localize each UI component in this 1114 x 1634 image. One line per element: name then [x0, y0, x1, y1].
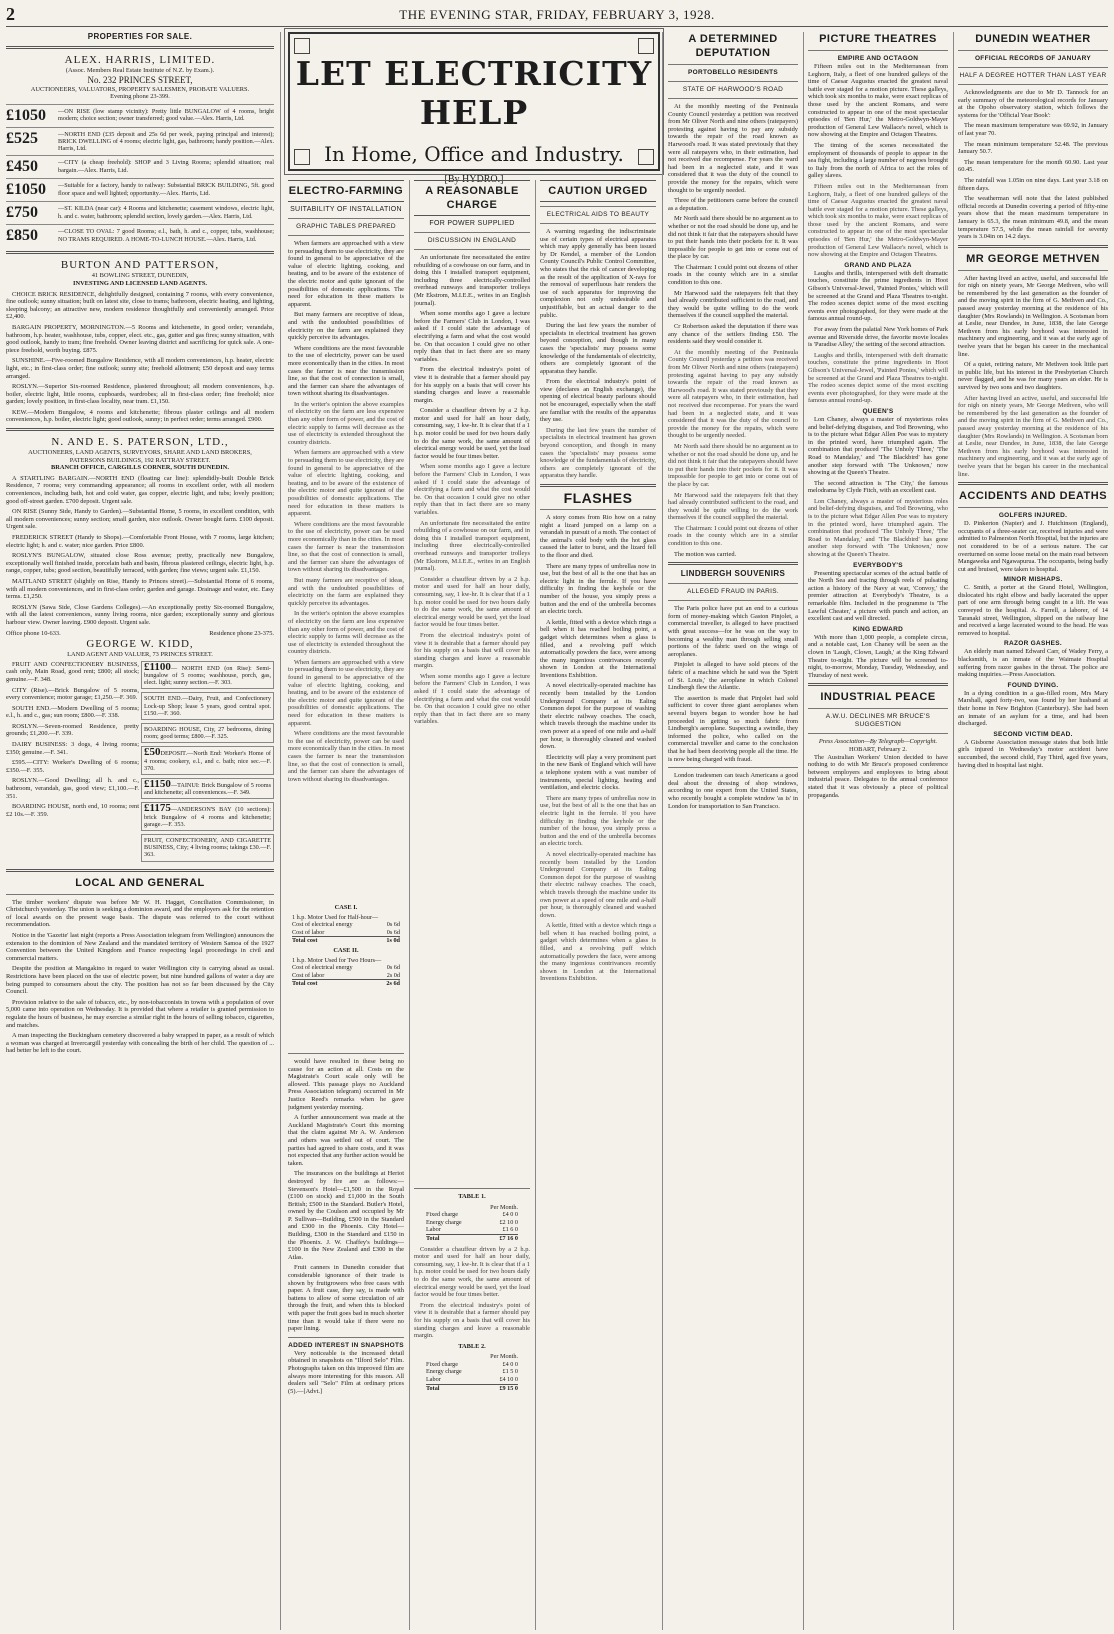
article-paragraph: At the monthly meeting of the Peninsula County Council yesterday a petition was received from Mr Oliver North and nine others (ratepayers) protesting against having to pay any subsidy towards the repair of the road known as Harwood's road. It was stated previously that they were all ratepayers who, in their estimation, had not received due recompense. For years the ward had been in a neglected state, and it was considered that it was the duty of the council to provide the money for the repairs, which were thought to be urgently needed. [668, 348, 798, 440]
article-headline [414, 180, 530, 216]
section-heading: FLASHES [563, 490, 633, 506]
paterson-listings [6, 475, 274, 627]
table-row: Total £9 15 0 [426, 1384, 518, 1392]
table-row: Total cost 1s 0d [292, 937, 400, 945]
listing: £850 —CLOSE TO OVAL: 7 good Rooms; e.l., bath, h. and c., copper, tubs, washhouse; NO TRAMS REQUIRED. A HOME-TO-LUNCH HOUSE.—Alex. Harris, Ltd. [6, 224, 274, 247]
charge-tables [414, 1184, 530, 1630]
article-paragraph: A novel electrically-operated machine has recently been installed by the London Underground Company at its Ealing Common depot for the purpose of washing their electric railway coaches. The coach, which travels through the machine under its own power at a speed of one mile and a-half per hour, is thoroughly cleaned and washed down. [540, 850, 656, 919]
article-paragraph: The motion was carried. [674, 550, 737, 558]
article-paragraph: The timing of the scenes necessitated the employment of thousands of people to appear in the sea fight, including a large number of negroes brought to Italy from the north of Africa to act the roles of galley slaves. [808, 141, 948, 180]
article-paragraph: A story comes from Rio how on a rainy night a lizard jumped on a lamp on a verandah in pursuit of a moth. The contact of the animal's cold body with the hot glass caused the latter to burst, and the lizard fell to the floor and died. [540, 514, 656, 559]
article-paragraph: An unfortunate fire necessitated the entire rebuilding of a cowhouse on our farm, and in doing this I installed transport equipment, including three electrically-controlled overhead runways and transporter trolleys (Mr Ekstrom, M.I.E.E., writes in an English journal). [414, 254, 530, 307]
article-paragraph: Mr Harwood said the ratepayers felt that they had already contributed sufficient to the road, and they would be quite willing to do the work themselves if the council supplied the material. [668, 491, 798, 522]
article-paragraph: When some months ago I gave a lecture before the Farmers' Club in London, I was asked if I could state the advantage of electrifying a farm and what the cost would be. On that occasion I could give no other reply than that in fact there are so many variables. [414, 672, 530, 726]
firm-address: 41 BOWLING STREET, DUNEDIN, [91, 272, 189, 280]
weather-column [958, 32, 1108, 1630]
firm-name: GEORGE W. KIDD, [86, 638, 194, 651]
section-heading: ACCIDENTS AND DEATHS [958, 490, 1108, 503]
properties-column [6, 32, 274, 1630]
article-subtitle: GRAND AND PLAZA [844, 261, 912, 269]
table-title: TABLE 2. [458, 1342, 486, 1350]
article-paragraph: From the electrical industry's point of view it is desirable that a farmer should pay for his supply on a basis that will cover his standing charges and leave a reasonable margin. [414, 1301, 530, 1340]
listing: FREDERICK STREET (Handy to Shops).—Comfortable Front House, with 7 rooms, large kitchen; electric light; h. and c. water; nice garden. Price £800. [6, 534, 274, 549]
article-paragraph: Electricity will play a very prominent part in the new Bank of England which will have a telephone system with a vast number of instruments, special lighting, heating and ventilation, and electric clocks. [540, 753, 656, 792]
table-row: 1 h.p. Motor Used for Half-hour— [292, 913, 379, 921]
article-paragraph: But many farmers are receptive of ideas, and with the undoubted possibilities of electricity on the farm are explained they quickly perceive its advantages. [288, 576, 404, 607]
banner-byline: [By HYDRO.] [444, 174, 504, 185]
article-paragraph: With more than 1,000 people, a complete circus, and a notable cast, Lon Chaney will be seen as the clown in 'Laugh, Clown, Laugh,' at the King Edward Theatre to-night. The picture will be screened to-night, to-morrow, Monday, Tuesday, Wednesday, and Thursday of next week. [808, 633, 948, 679]
article-paragraph: In the writer's opinion the above examples of electricity on the farm are less expensive than any other form of power, and the cost of electric supply to farms will decrease as the use of electricity is extended throughout the country districts. [288, 610, 404, 656]
article-paragraph: A Gisborne Association message states that both little girls injured in Wednesday's motor accident have succumbed, the second child, Fay Third, aged five years, having died in hospital last night. [958, 738, 1108, 769]
masthead [6, 4, 1108, 27]
listing: DAIRY BUSINESS: 3 dogs, 4 living rooms; £350; genuine.—F. 341. [6, 741, 139, 756]
news-paragraph: Provision relative to the sale of tobacco, etc., by non-tobacconists in towns with a population of over 5,000 came into operation on Wednesday. It is provided that where a retailer is granted permission to regulate the hours of business, he may exercise a similar right in the hours of selling tobacco, cigarettes, and matches. [6, 998, 274, 1029]
listing: BOARDING HOUSE, north end, 10 rooms; rent £2 10s.—F. 359. [6, 803, 139, 818]
section-heading: LOCAL AND GENERAL [75, 876, 205, 889]
article-paragraph: A warning regarding the indiscriminate use of certain types of electrical apparatus which may apply generally has been issued by Dr Kendel, a member of the London County Council's Public Control Committee, who states that the risk of cancer developing as the result of the application of X-rays for the removal of superfluous hair renders the use of such apparatus for improving the complexion not only undesirable and unjustifiable, but an actual danger to the public. [540, 228, 656, 319]
firm-trades: INVESTING AND LICENSED LAND AGENTS. [72, 279, 208, 287]
article-paragraph: When some months ago I gave a lecture before the Farmers' Club in London, I was asked if I could state the advantage of electrifying a farm and what the cost would be. On that occasion I could give no other reply than that in fact there are so many variables. [414, 310, 530, 363]
listing: A STARTLING BARGAIN.—NORTH END (floating car line): splendidly-built Double Brick Residence, 7 rooms; very commanding appearance; all rooms in excellent order, with all modern conveniences, including bath, hot and cold water, gas copper, electric light, and tubs; lovely position; good off-street garden. £700 deposit. Urgent sale. [6, 474, 274, 505]
article-paragraph: When farmers are approached with a view to persuading them to use electricity, they are found in general to be appreciative of the value of electric lighting, cooking, and heating, and to be aware of the existence of the electric motor and quite ignorant of the possibilities of domestic applications. The need for education in these matters is apparent. [288, 658, 404, 727]
firm-address: No. 232 PRINCES STREET, [87, 74, 193, 85]
table-row: Fixed charge £4 0 0 [426, 1360, 518, 1368]
article-subtitle: RAZOR GASHES. [1003, 640, 1063, 648]
listing: CITY (Rise).—Brick Bungalow of 5 rooms, every convenience; motor garage; £1,250.—F. 369. [6, 686, 139, 702]
article-paragraph: There are many types of umbrellas now in use, but the best of all is the one that has an electric light in the ferrule. If you have difficulty in finding the keyhole or the number of the house, you simply press a button and the end of the umbrella becomes an electric torch. [540, 794, 656, 848]
section-heading: LINDBERGH SOUVENIRS [680, 569, 786, 579]
article-subtitle: ELECTRICAL AIDS TO BEAUTY [546, 211, 650, 218]
article-paragraph: London tradesmen can teach Americans a good deal about the dressing of shop windows, according to one expert from the United States, who recently bought a complete window 'as is' in London for transportation to San Francisco. [668, 772, 798, 810]
article-paragraph: After having lived an active, useful, and successful life for nigh on ninety years, Mr George Methven, who will be remembered by the last generation as the founder of and the moving spirit in the firm of G. Methven and Co., passed away yesterday morning at the residence of his daughter (Mrs Rowlands) in Wellington. A Scotsman born at Leslie, near Dundee, in June, 1838, the late George Methven from his early boyhood was interested in machinery and engineering, and it was at the early age of twelve years that he began his career in the mechanical line. [958, 394, 1108, 478]
listing: £450 —CITY (a cheap freehold): SHOP and 3 Living Rooms; splendid situation; real bargain.—Alex. Harris, Ltd. [6, 155, 274, 178]
theatres-column [808, 32, 948, 1630]
article-paragraph: C. Smith, a porter at the Grand Hotel, Wellington, dislocated his right elbow and badly lacerated the upper part of one arm through being caught in a lift. He was conveyed to the hospital. A. Farrell, a laborer, of 14 Taranaki street, Wellington, slipped on the railway line and received a large lacerated wound to the head. He was removed to hospital. [958, 584, 1108, 637]
article-paragraph: Consider a chauffeur driven by a 2 h.p. motor and used for half an hour daily, consuming, say, 1 kw-hr. It is clear that if a 1 h.p. motor could be used for two hours daily to do the same work, the same amount of electrical energy would be used, yet the load factor would be four times better. [414, 407, 530, 460]
listing: SOUTH END.—Modern Dwelling of 5 rooms; e.l., h. and c., gas; sun room; £800.—F. 338. [6, 704, 139, 720]
cost-table [426, 1204, 518, 1243]
caution-column [540, 180, 656, 1630]
table-row: Cost of labor 0s 6d [292, 928, 400, 936]
harris-listings [6, 104, 274, 248]
article-subtitle: GRAPHIC TABLES PREPARED [296, 223, 396, 230]
firm-assoc: (Assoc. Members Real Estate Institute of N.Z. by Exam.). [65, 67, 215, 74]
listing: £50DEPOSIT.—North End: Worker's Home of 4 rooms; cookery, e.l., and c. bath; nice sec.—F. 370. [141, 746, 274, 775]
deputation-column [668, 32, 798, 1630]
article-title: ELECTRO-FARMING [288, 185, 404, 197]
news-paragraph: The insurances on the buildings at Heriot destroyed by fire are as follows:—Stevenson's Hotel—£1,500 in the Royal (£100 on stock) and £1,000 in the South British; £500 in the Standard. Butler's Hotel, owned by the Coulson and occupied by Mr P. Sullivan—Building, £500 in the Standard and £300 in the Phoenix. City Hotel—Building, £300 in the Standard and £150 in the Phoenix. J. W. Chaffey's buildings—£100 in the New Zealand and £300 in the Atlas. [288, 1170, 404, 1261]
article-paragraph: Fifteen miles out in the Mediterranean from Leghorn, Italy, a fleet of one hundred galleys of the time of Caesar Augustus enacted the greatest naval battle ever staged for a motion picture. These galleys, which took six months to make, were exact replicas of those used by the ancient Romans, and were constructed to appear in one of the most spectacular episodes of 'Ben Hur,' the Metro-Goldwyn-Mayer production of General Lew Wallace's novel, which is now showing at the Empire and Octagon Theatres. [808, 182, 948, 259]
article-subtitle: EVERYBODY'S [853, 561, 903, 569]
listing: £1050 —Suitable for a factory, handy to railway: Substantial BRICK BUILDING, 5ft. good floor space and well lighted; opportunity.—Alex. Harris, Ltd. [6, 178, 274, 201]
section-heading: MR GEORGE METHVEN [966, 252, 1100, 265]
article-paragraph: The Chairman: I could point out dozens of other roads in the county which are in a similar condition to this one. [668, 524, 798, 548]
article-subtitle: QUEEN'S [862, 407, 894, 415]
listing: £1100— NORTH END (on Rise): Semi-bungalow of 5 rooms; washhouse, porch, gas, elect. light; sunny section.—F. 303. [141, 661, 274, 690]
section-heading: DUNEDIN WEATHER [975, 33, 1091, 45]
newspaper-title: THE EVENING STAR, FRIDAY, FEBRUARY 3, 1928. [399, 7, 715, 22]
article-paragraph: Laughs and thrills, interspersed with deft dramatic touches, constitute the prime ingredients in Hoot Gibson's Universal-Jewel, 'Painted Ponies,' which will be screened at the Grand and Plaza Theatres to-night. The rodeo scenes depict some of the most exciting events ever photographed, for they were made at the famous annual round-up. [808, 269, 948, 323]
article-paragraph: For away from the palatial New York homes of Park avenue and Riverside drive, the favorite movie locales is 'Paradise Alley,' the setting of the second attraction. [808, 326, 948, 349]
article-paragraph: Consider a chauffeur driven by a 2 h.p. motor and used for half an hour daily, consuming, say, 1 kw-hr. It is clear that if a 1 h.p. motor could be used for two hours daily to do the same work, the same amount of electrical energy would be used, yet the load factor would be four times better. [414, 575, 530, 629]
section-heading: PICTURE THEATRES [819, 33, 937, 45]
advert-text: Very noticeable is the increased detail obtained in snapshots on "Ilford Selo" Film. Photographs taken on this improved film are always more interesting for this reason. All dealers sell "Selo" Film at ordinary prices (5).—[Advt.] [288, 1349, 404, 1395]
banner-title: LET ELECTRICITY HELP [295, 54, 653, 132]
table-header: Per Month. [490, 1203, 518, 1211]
listing: FRUIT, CONFECTIONERY, AND CIGARETTE BUSINESS, City; 4 living rooms; takings £30.—F. 363. [141, 834, 274, 862]
news-paragraph: Notice in the 'Gazette' last night (reports a Press Association telegram from Wellington) announces the extension to the dominion of New Zealand and the mandated territory of Western Samoa of the 1927 Convention between the United Kingdom and France respecting legal proceedings in civil and commercial matters. [6, 931, 274, 962]
press-credit: Press Association—By Telegraph—Copyright. [818, 738, 938, 746]
article-paragraph: When farmers are approached with a view to persuading them to use electricity, they are found in general to be appreciative of the value of electric lighting, cooking, and heating, and to be aware of the existence of the electric motor and quite ignorant of the possibilities of domestic applications. The need for education in these matters is apparent. [288, 449, 404, 518]
article-paragraph: Acknowledgments are due to Mr D. Tannock for an early summary of the meteorological records for January at the Opoho observatory station, which follows the systems for the 'Official Year Book': [958, 89, 1108, 119]
case-title: CASE I. [334, 904, 358, 911]
cost-table [426, 1353, 518, 1392]
article-subtitle: FOUND DYING. [1007, 681, 1059, 689]
news-paragraph: A man inspecting the Buckingham cemetery discovered a baby wrapped in paper, as a result of which a woman was charged at Invercargill yesterday with concealing the birth of her child. The question of ... had better be left to the court. [6, 1032, 274, 1055]
burton-listings [6, 291, 274, 425]
banner-subtitle: In Home, Office and Industry. [324, 142, 624, 166]
news-paragraph: Despite the position at Mangakino in regard to water Wellington city is carrying ahead as usual. Restrictions have been placed on the use of electric power, but nine hundred gallons of water a day are being pumped to consumers about the city. The position has not so far been discussed by the City Council. [6, 965, 274, 996]
article-paragraph: Presenting spectacular scenes of the actual battle of the North Sea and tracing through reels of pulsating action a history of the Navy at war, 'Convoy,' the premier attraction at Everybody's Theatre, is a remarkable film. Included in the programme is 'The Lawful Cheater,' a picture with punch and action, an excellent cast and well directed. [808, 569, 948, 623]
table-row: Fixed charge £4 0 0 [426, 1211, 518, 1219]
section-heading: PROPERTIES FOR SALE. [87, 32, 193, 41]
listing: ON RISE (Sunny Side, Handy to Garden).—Substantial Home, 5 rooms, in excellent condition, with all modern conveniences; sunny section; small garden, nice outlook. Owner bought farm. £100 deposit. Urgent sale. [6, 508, 274, 531]
article-paragraph: In the writer's opinion the above examples of electricity on the farm are less expensive than any other form of power, and the cost of electric supply to farms will decrease as the use of electricity is extended throughout the country districts. [288, 400, 404, 446]
article-subtitle: MINOR MISHAPS. [1003, 576, 1063, 584]
article-paragraph: Fifteen miles out in the Mediterranean from Leghorn, Italy, a fleet of one hundred galleys of the time of Caesar Augustus enacted the greatest naval battle ever staged for a motion picture. These galleys, which took six months to make, were exact replicas of those used by the ancient Romans, and were constructed to appear in one of the most spectacular episodes of 'Ben Hur,' the Metro-Goldwyn-Mayer production of General Lew Wallace's novel, which is now showing at the Empire and Octagon Theatres. [808, 63, 948, 139]
article-paragraph: During the last few years the number of specialists in electrical treatment has grown beyond conception, and though in many cases the 'specialists' may possess some knowledge of the fundamentals of electricity, others are completely ignorant of the apparatus they handle. [540, 322, 656, 375]
article-paragraph: Laughs and thrills, interspersed with deft dramatic touches, constitute the prime ingredients in Hoot Gibson's Universal-Jewel, 'Painted Ponies,' which will be screened at the Grand and Plaza Theatres to-night. The rodeo scenes depict some of the most exciting events ever photographed, for they were made at the famous annual round-up. [808, 351, 948, 405]
article-paragraph: The Paris police have put an end to a curious form of money-making which Gaston Pinjolet, a commercial traveller, is alleged to have practised with great success—for he was on the way to becoming a wealthy man through selling small portions of the fabric used on the wings of aeroplanes. [668, 605, 798, 658]
article-subtitle: SUITABILITY OF INSTALLATION [290, 206, 402, 213]
listing: ROSLYN.—Good Dwelling; all h. and c., bathroom, verandah, gas, good view; £1,100.—F. 351. [6, 777, 139, 800]
case-table [292, 914, 400, 945]
article-paragraph: After having lived an active, useful, and successful life for nigh on ninety years, Mr George Methven, who will be remembered by the last generation as the founder of and the moving spirit in the firm of G. Methven and Co., passed away yesterday morning at the residence of his daughter (Mrs Rowlands) in Wellington. A Scotsman born at Leslie, near Dundee, in June, 1838, the late George Methven from his early boyhood was interested in machinery and engineering, and it was at the early age of twelve years that he began his career in the mechanical line. [958, 274, 1108, 358]
kidd-left-column [6, 661, 139, 865]
article-subtitle: HALF A DEGREE HOTTER THAN LAST YEAR [959, 72, 1107, 79]
article-paragraph: Cr Robertson asked the deputation if there was any chance of the settlers finding £50. The residents said they would consider it. [668, 323, 798, 346]
listing: £525 —NORTH END (£35 deposit and 25s 6d per week, paying principal and interest); BRICK DWELLING of 4 rooms; electric light, gas, bathroom; handy position.—Alex. Harris, Ltd. [6, 127, 274, 156]
article-paragraph: A novel electrically-operated machine has recently been installed by the London Underground Company at its Ealing Common depot for the purpose of washing their electric railway coaches. The coach, which travels through the machine under its own power at a speed of one mile and a-half per hour, is thoroughly cleaned and washed down. [540, 682, 656, 751]
article-subtitle: A.W.U. DECLINES MR BRUCE'S SUGGESTION [825, 713, 931, 729]
article-paragraph: The assertion is made that Pinjolet had sold sufficient to cover three giant aeroplanes when several buyers began to wonder how he had proceeded in getting so much fabric from Lindbergh's aeroplane. Suspecting a swindle, they informed the police, who called on the commercial traveller and came to the conclusion that he had been deceiving people all the time. He is now being charged with fraud. [668, 694, 798, 763]
article-subtitle: STATE OF HARWOOD'S ROAD [682, 86, 784, 93]
table-row: Labor £4 10 0 [426, 1376, 518, 1384]
article-paragraph: From the electrical industry's point of view (declares an English exchange), the opening of electrical beauty parlours should not be encouraged, especially when the staff are familiar with the results of the apparatus they use. [540, 378, 656, 424]
listing: FRUIT AND CONFECTIONERY BUSINESS, cash only, Main Road, good rent; £800; all stock; genuine.—F. 348. [6, 660, 139, 683]
table-header: Per Month. [490, 1353, 518, 1361]
article-paragraph: Lon Chaney, always a master of mysterious roles and belief-defying disguises, and Tod Browning, who is to the picture what Edgar Allen Poe was to mystery in the printed word, have triumphed again. The combination that produced 'The Unholy Three,' 'The Road to Mandalay,' and 'The Blackbird' has gone another step forward with 'The Unknown,' now showing at the Queen's Theatre. [808, 497, 948, 559]
listing: ROSLYN.—Superior Six-roomed Residence, plastered throughout; all modern conveniences, h.p. boiler, electric light, little rooms, cupboards, wardrobes; all in first-class order; fine freehold; nice garden; lovely position, in first-class locality, near tram. £1,150. [6, 383, 274, 406]
table-row: Energy charge £2 10 0 [426, 1218, 518, 1226]
article-paragraph: At the monthly meeting of the Peninsula County Council yesterday a petition was received from Mr Oliver North and nine others (ratepayers) protesting against having to pay any subsidy towards the repair of the road known as Harwood's road. It was stated previously that they were all ratepayers who, in their estimation, had not received due recompense. For years the ward had been in a neglected state, and it was considered that it was the duty of the council to provide the money for the repairs, which were thought to be urgently needed. [668, 103, 798, 194]
article-subtitle: FOR POWER SUPPLIED [429, 220, 515, 227]
article-paragraph: Consider a chauffeur driven by a 2 h.p. motor and used for half an hour daily, consuming, say, 1 kw-hr. It is clear that if a 1 h.p. motor could be used for two hours daily to do the same work, the same amount of electrical energy would be used, yet the load factor would be four times better. [414, 1245, 530, 1299]
article-paragraph: Where conditions are the most favourable to the use of electricity, power can be used more economically than in the cities. In most cases the farmer is near the transmission line, so that the cost of connection is small, and the farmer can share the advantages of town without sharing its disadvantages. [288, 730, 404, 783]
electro-cases [288, 904, 404, 1044]
article-subtitle: PORTOBELLO RESIDENTS [687, 69, 779, 76]
kidd-right-column [141, 661, 274, 865]
article-paragraph: The mean maximum temperature was 69.92, in January of last year 70. [958, 122, 1108, 137]
article-paragraph: From the electrical industry's point of view it is desirable that a farmer should pay for his supply on a basis that will cover his standing charges and leave a reasonable margin. [414, 631, 530, 670]
page-number: 2 [6, 4, 15, 24]
article-paragraph: Mr North said there should be no argument as to whether or not the road should be done up, and he did not think it fair that the ratepayers should have to put their hands into their pockets for it. It was impossible for people to get into or come out of the place by car. [668, 215, 798, 261]
article-paragraph: When some months ago I gave a lecture before the Farmers' Club in London, I was asked if I could state the advantage of electrifying a farm and what the cost would be. On that occasion I could give no other reply than that in fact there are so many variables. [414, 463, 530, 516]
advert-heading: ADDED INTEREST IN SNAPSHOTS [288, 1341, 404, 1349]
listing: BOARDING HOUSE, City, 27 bedrooms, dining room; good terms; £800.—F. 325. [141, 723, 274, 743]
listing: £595.—CITY: Worker's Dwelling of 6 rooms; £350.—F. 355. [6, 759, 139, 774]
article-title: A DETERMINED DEPUTATION [688, 33, 778, 59]
firm-phone: Evening phone 23-399. [110, 93, 170, 101]
continuation-column [288, 1049, 404, 1630]
firm-address: PATERSONS BUILDINGS, 192 RATTRAY STREET. [69, 456, 211, 464]
article-paragraph: A kettle, fitted with a device which rings a bell when it has reached boiling point, a gadget which determines when a glass is filled, and a revolving puff which automatically powders the face, were among the many ingenious contrivances recently shown in London at the International Inventions Exhibition. [540, 618, 656, 679]
kidd-listings [6, 661, 274, 865]
listing: ROSLYN (Sawa Side, Close Gardens Colleges).—An exceptionally pretty Six-roomed Bungalow, with all the latest conveniences, sunny living rooms, nice garden; exceptionally sunny and glorious harbour view. Owner leaving. £900 deposit. Urgent sale. [6, 603, 274, 626]
article-paragraph: Mr North said there should be no argument as to whether or not the road should be done up, and he did not think it fair that the ratepayers should have to put their hands into their pockets for it. It was impossible for people to get into or come out of the place by car. [668, 442, 798, 488]
article-paragraph: Pinjolet is alleged to have sold pieces of the fabric of a machine which he said was the 'Spirit of St. Louis,' the aeroplane in which Colonel Lindbergh flew the Atlantic. [668, 661, 798, 692]
newspaper-page [6, 4, 1108, 1630]
article-headline [540, 180, 656, 202]
case-table [292, 957, 400, 988]
article-paragraph: When farmers are approached with a view to persuading them to use electricity, they are found in general to be appreciative of the value of electric lighting, cooking, and heating, and to be aware of the existence of the electric motor and quite ignorant of the possibilities of domestic applications. The need for education in these matters is apparent. [288, 240, 404, 308]
article-paragraph: Mr Harwood said the ratepayers felt that they had already contributed sufficient to the road, and they would be quite willing to do the work themselves if the council supplied the material. [668, 289, 798, 320]
table-title: TABLE 1. [458, 1193, 486, 1200]
firm-trades: AUCTIONEERS, VALUATORS, PROPERTY SALESMEN, PROBATE VALUERS. [30, 85, 250, 93]
article-subtitle: OFFICIAL RECORDS OF JANUARY [974, 55, 1092, 62]
table-row: Cost of electrical energy 0s 6d [292, 964, 400, 972]
article-subtitle: DISCUSSION IN ENGLAND [427, 237, 517, 244]
article-title: A REASONABLE CHARGE [425, 185, 519, 211]
article-paragraph: During the last few years the number of specialists in electrical treatment has grown beyond conception, and though in many cases the 'specialists' may possess some knowledge of the fundamentals of electricity, others are completely ignorant of the apparatus they handle. [540, 426, 656, 480]
table-row: 1 h.p. Motor Used for Two Hours— [292, 956, 382, 964]
firm-name: N. AND E. S. PATERSON, LTD., [51, 436, 229, 449]
article-subtitle: KING EDWARD [852, 625, 904, 633]
article-headline [288, 180, 404, 202]
firm-trades: AUCTIONEERS, LAND AGENTS, SURVEYORS, SHARE AND LAND BROKERS, [28, 449, 252, 457]
article-paragraph: The weatherman will note that the latest published official records at Dunedin covering a period of fifty-nine years show that the mean maximum temperature in January is 65.3, the mean minimum 49.8, and the mean temperature 57.5, while the mean rainfall for seventy years is 3.04in on 14.2 days. [958, 195, 1108, 241]
article-paragraph: Where conditions are the most favourable to the use of electricity, power can be used more economically than in the cities. In most cases the farmer is near the transmission line, so that the cost of connection is small, and the farmer can share the advantages of town without sharing its disadvantages. [288, 520, 404, 574]
article-subtitle: GOLFERS INJURED. [998, 512, 1068, 520]
article-paragraph: From the electrical industry's point of view it is desirable that a farmer should pay for his supply on a basis that will cover his standing charges and leave a reasonable margin. [414, 366, 530, 404]
listing: ROSLYN.—Seven-roomed Residence, pretty grounds; £1,200.—F. 339. [6, 722, 139, 738]
listing: BARGAIN PROPERTY, MORNINGTON.—5 Rooms and kitchenette, in good order; verandahs, bathroom, h.p. heater, washhouse, tubs, copper, elect. etc., gas, gutter and gas fires; sunny situation, with good outlook, handy to tram; fine freehold. Owner leaving district and sacrificing for quick sale. A one-piece freehold, worth buying. £875. [6, 323, 274, 354]
article-paragraph: Three of the petitioners came before the council as a deputation. [668, 197, 798, 212]
news-paragraph: The timber workers' dispute was before Mr W. H. Hagget, Conciliation Commissioner, in Christchurch yesterday. The union is seeking a dominion award, and the employers ask for the retention of local awards on the present wage basis. The dispute was referred to the court without recommendation. [6, 898, 274, 929]
listing: £1050 —ON RISE (low stamp vicinity): Pretty little BUNGALOW of 4 rooms, bright modern; choice section; owner transferred; good value.—Alex. Harris, Ltd. [6, 104, 274, 127]
listing: SOUTH END.—Dairy, Fruit, and Confectionery Lock-up Shop; lease 5 years, good central spot. £150.—F. 360. [141, 692, 274, 720]
article-paragraph: An unfortunate fire necessitated the entire rebuilding of a cowhouse on our farm, and in doing this I installed transport equipment, including three electrically-controlled overhead runways and transporter trolleys (Mr Ekstrom, M.I.E.E., writes in an English journal). [414, 519, 530, 573]
article-paragraph: There are many types of umbrellas now in use, but the best of all is the one that has an electric light in the ferrule. If you have difficulty in finding the keyhole or the number of the house, you simply press a button and the end of the umbrella becomes an electric torch. [540, 562, 656, 616]
listing: £1150—TAINUI: Brick Bungalow of 5 rooms and kitchenette; all conveniences.—F. 349. [141, 778, 274, 799]
article-title: CAUTION URGED [548, 185, 648, 197]
listing: CHOICE BRICK RESIDENCE, delightfully designed, containing 7 rooms, with every convenience, fine outlook; sunny situation; built on latest site, close to trams; bathroom, electric heating, and lighting, sleeping balcony; an attractive new, modern residence thoughtfully and conveniently arranged. Price £2,400. [6, 290, 274, 321]
article-paragraph: D. Pinkerton (Napier) and J. Hutchinson (England), occupants of a three-seater car, received injuries and were admitted to Palmerston North Hospital, but the injuries are not considered to be of a serious nature. The car overturned on some loose metal on the main road between Mangaweka and Ngawapurua. The occupants, being badly cut and bruised, were taken to hospital. [958, 520, 1108, 573]
article-paragraph: In a dying condition in a gas-filled room, Mrs Mary Marshall, aged forty-two, was found by her husband at their home in New Brighton (Canterbury). She had been an inmate of an asylum for a time, and had been discharged. [958, 689, 1108, 728]
article-paragraph: Lon Chaney, always a master of mysterious roles and belief-defying disguises, and Tod Browning, who is to the picture what Edgar Allen Poe was to mystery in the printed word, have triumphed again. The combination that produced 'The Unholy Three,' 'The Road to Mandalay,' and 'The Blackbird' has gone another step forward with 'The Unknown,' now showing at the Queen's Theatre. [808, 415, 948, 477]
news-paragraph: Fruit canners in Dunedin consider that considerable ignorance of their trade is shown by fruitgrowers who free cases with paper. A fruit case, they say, is made with battens to allow of some circulation of air through the fruit, and when this is blocked with paper the fruit goes bad in much shorter time than it would take if there were no paper lining. [288, 1264, 404, 1333]
article-paragraph: Of a quiet, retiring nature, Mr Methven took little part in public life, but his interest in the Presbyterian Church never flagged, and he was for many years an elder. He is survived by two sons and two daughters. [958, 361, 1108, 391]
firm-trades: LAND AGENT AND VALUER, 73 PRINCES STREET. [67, 651, 213, 659]
firm-name: BURTON AND PATTERSON, [60, 259, 220, 272]
article-paragraph: The mean temperature for the month 60.90. Last year 60.45. [958, 158, 1108, 174]
listing: KEW.—Modern Bungalow, 4 rooms and kitchenette; fibrous plaster ceilings and all modern conveniences, h.p. boiler, electric light; good outlook, sunny; in perfect order; terms arranged. £900. [6, 408, 274, 424]
table-row: Total cost 2s 6d [292, 980, 400, 988]
listing: £750 —ST. KILDA (near car): 4 Rooms and kitchenette; casement windows, electric light, h. and c. water, bathroom; splendid section, lovely garden.—Alex. Harris, Ltd. [6, 201, 274, 224]
listing: MAITLAND STREET (slightly on Rise, Handy to Princes street).—Substantial Home of 6 rooms, with all modern conveniences, and in first-class order; garden and garage. Drainage and water, etc. Easy terms. £1,250. [6, 577, 274, 601]
article-paragraph: The Australian Workers' Union decided to have nothing to do with Mr Bruce's proposed conference between employers and employees to bring about industrial peace. Delegates to the annual conference stated that it was obviously a piece of political propaganda. [808, 753, 948, 799]
table-row: Energy charge £1 5 0 [426, 1368, 518, 1376]
article-paragraph: The mean minimum temperature 52.48. The previous January 50.7. [958, 140, 1108, 156]
section-heading: INDUSTRIAL PEACE [820, 691, 936, 704]
listing: ROSLYN'S BUNGALOW, situated close Ross avenue; pretty, practically new Bungalow, exceptionally well finished inside, porcelain bath and basin, fibrous plastered ceilings, electric light, h.p. range, copper, tubs; good section, beautifully terraced, with garden; fine views; urgent sale. £1,150. [6, 552, 274, 575]
article-paragraph: The Chairman: I could point out dozens of other roads in the county which are in a similar condition to this one. [668, 263, 798, 287]
article-paragraph: The rainfall was 1.05in on nine days. Last year 3.18 on fifteen days. [958, 176, 1108, 192]
article-subtitle: EMPIRE AND OCTAGON [837, 55, 919, 62]
news-paragraph: would have resulted in these being no cause for an action at all. Costs on the Magistrate's Court scale only will be allowed. This passage plays no Auckland Press Association telegram) occurred in Mr Justice Reed's remarks when he gave judgment yesterday morning. [288, 1058, 404, 1111]
listing: SUNSHINE.—Five-roomed Bungalow Residence, with all modern conveniences, h.p. heater, electric light, etc.; in first-class order; fine outlook; sunny site; freehold allotment; £50 deposit and easy terms arranged. [6, 357, 274, 380]
table-row: Labor £1 6 0 [426, 1226, 518, 1234]
news-paragraph: A further announcement was made at the Auckland Magistrate's Court this morning that the claim against Mr A. W. Anderson and others was settled out of court. The parties had agreed to share costs, and it was not expected that any further action would be taken. [288, 1114, 404, 1167]
table-row: Cost of electrical energy 0s 6d [292, 921, 400, 929]
article-paragraph: Where conditions are the most favourable to the use of electricity, power can be used more economically than in the cities. In most cases the farmer is near the transmission line, so that the cost of connection is small, and the farmer can share the advantages of town without sharing its disadvantages. [288, 344, 404, 398]
listing: £1175—ANDERSON'S BAY (10 sections): brick Bungalow of 4 rooms and kitchenette; garage.—F. 353. [141, 802, 274, 831]
table-row: Total £7 16 0 [426, 1234, 518, 1242]
firm-branch: BRANCH OFFICE, CARGILLS CORNER, SOUTH DUNEDIN. [51, 464, 229, 472]
paterson-phones: Office phone 10-633. Residence phone 23-375. [6, 629, 274, 637]
article-subtitle: ALLEGED FRAUD IN PARIS. [686, 588, 780, 596]
article-paragraph: But many farmers are receptive of ideas, and with the undoubted possibilities of electricity on the farm are explained they quickly perceive its advantages. [288, 311, 404, 342]
firm-name: ALEX. HARRIS, LIMITED. [64, 54, 216, 66]
dateline: HOBART, February 2. [848, 745, 908, 753]
case-title: CASE II. [333, 946, 359, 954]
article-subtitle: SECOND VICTIM DEAD. [993, 730, 1073, 738]
article-paragraph: The second attraction is 'The City,' the famous melodrama by Clyde Fitch, with an excellent cast. [808, 479, 948, 495]
table-row: Cost of labor 2s 0d [292, 971, 400, 979]
article-paragraph: A kettle, fitted with a device which rings a bell when it has reached boiling point, a gadget which determines when a glass is filled, and a revolving puff which automatically powders the face, were among the many ingenious contrivances recently shown in London at the International Inventions Exhibition. [540, 922, 656, 983]
article-paragraph: An elderly man named Edward Carr, of Wadey Ferry, a blacksmith, is an inmate of the Waimate Hospital suffering from razor gashes in the throat. The police are making inquiries.—Press Association. [958, 648, 1108, 679]
electricity-banner [288, 32, 660, 185]
